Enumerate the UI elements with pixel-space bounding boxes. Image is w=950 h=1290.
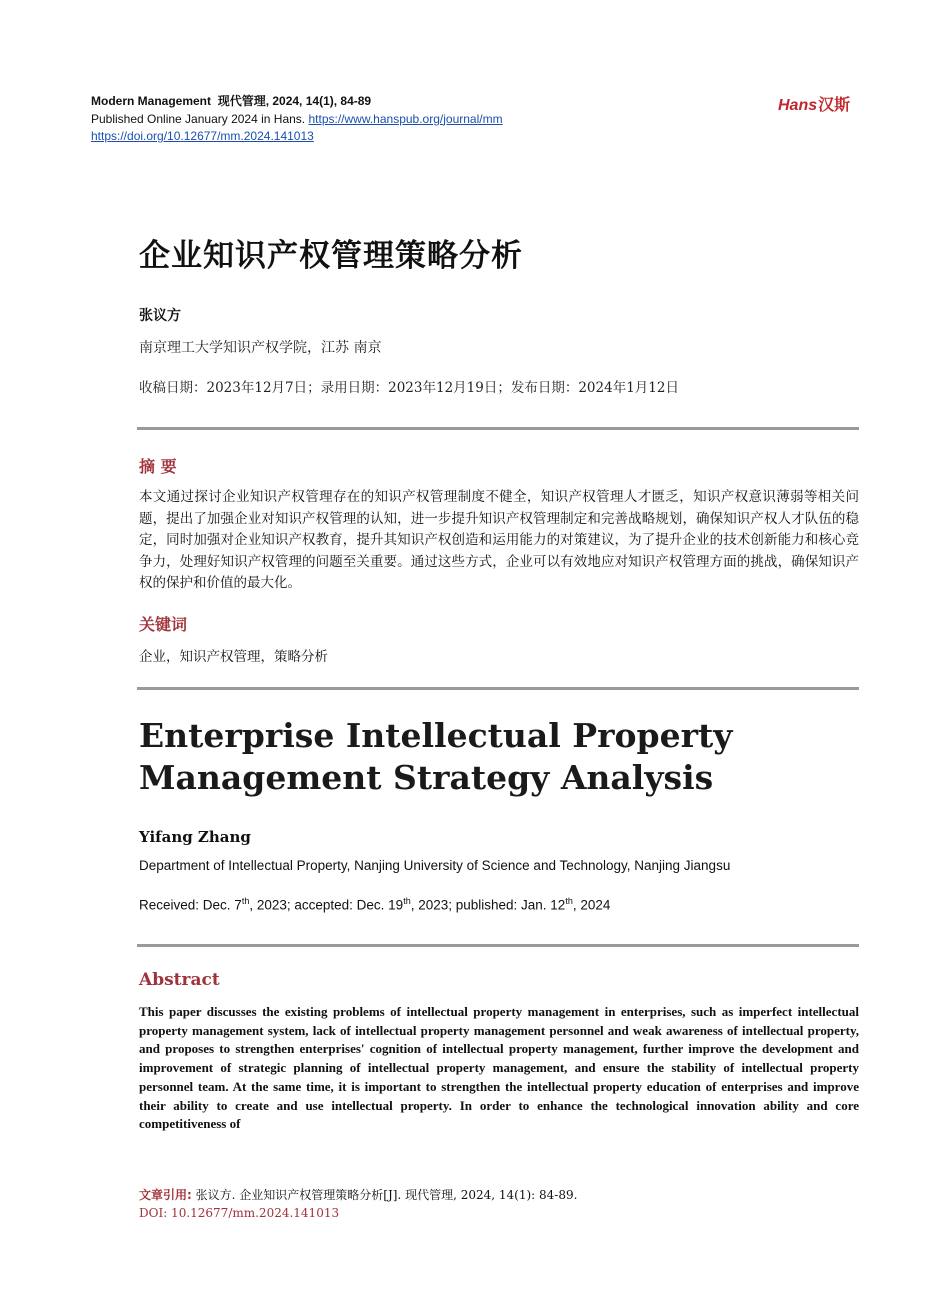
- cn-abstract-heading: 摘 要: [139, 457, 177, 476]
- accepted-sup: th: [403, 896, 411, 906]
- journal-line: [91, 93, 503, 111]
- journal-name-cn: 现代管理, 2024, 14(1), 84-89: [217, 94, 372, 108]
- cn-title: 企业知识产权管理策略分析: [139, 238, 523, 274]
- published-year: , 2024: [572, 897, 611, 913]
- cn-abstract: 本文通过探讨企业知识产权管理存在的知识产权管理制度不健全，知识产权管理人才匮乏，知识产权意识薄弱等相关问题，提出了加强企业对知识产权管理的认知，进一步提升知识产权管理制定和完善战略规划，确保知识产权人才队伍的稳定，同时加强对企业知识产权教育，提升其知识产权创造和运用能力的对策建议，为了提升企业的技术创新能力和核心竞争力，处理好知识产权管理的问题至关重要。通过这些方式，企业可以有效地应对知识产权管理方面的挑战，确保知识产权的保护和价值的最大化。: [139, 489, 859, 591]
- cn-keywords-heading: 关键词: [139, 615, 188, 634]
- citation-label: 文章引用:: [139, 1188, 192, 1202]
- en-affiliation: Department of Intellectual Property, Nanjing University of Science and Technology, Nanjing Jiangsu: [139, 858, 731, 873]
- journal-link[interactable]: https://www.hanspub.org/journal/mm: [308, 111, 503, 126]
- cn-affiliation: 南京理工大学知识产权学院，江苏 南京: [139, 340, 382, 356]
- citation-footer: [139, 1186, 577, 1222]
- published-date: , 2023; published: Jan. 12: [410, 897, 566, 913]
- logo-latin: Hans: [778, 97, 818, 114]
- journal-name-en: Modern Management: [91, 94, 212, 108]
- cn-dates: 收稿日期：2023年12月7日；录用日期：2023年12月19日；发布日期：2024年1月12日: [139, 380, 679, 396]
- accepted-date: , 2023; accepted: Dec. 19: [249, 897, 404, 913]
- en-title-line2: Management Strategy Analysis: [139, 758, 714, 797]
- published-line: [91, 111, 503, 129]
- cn-author: 张议方: [139, 308, 181, 324]
- en-abstract: This paper discusses the existing problems of intellectual property management in enterprises, such as imperfect intellectual property management system, lack of intellectual property management personnel and weak awareness of intellectual property, and proposes to strengthen enterprises' cognition of intellectual property management, further improve the development and improvement of strategic planning of intellectual property management, and ensure the stability of intellectual property personnel team. At the same time, it is important to strengthen the intellectual property education of enterprises and improve their ability to create and use intellectual property. In order to enhance the technological innovation ability and core competitiveness of: [139, 1004, 859, 1132]
- en-author: Yifang Zhang: [139, 828, 251, 846]
- divider-middle: [137, 687, 859, 690]
- received-sup: th: [241, 896, 250, 906]
- divider-top: [137, 427, 859, 430]
- citation-text: 张议方. 企业知识产权管理策略分析[J]. 现代管理, 2024, 14(1): 84-89.: [195, 1188, 578, 1202]
- published-text: Published Online January 2024 in Hans.: [91, 111, 306, 126]
- received-date: Received: Dec. 7: [139, 897, 242, 913]
- doi-line: [91, 128, 503, 146]
- citation-line: [139, 1186, 577, 1204]
- journal-header: [91, 93, 503, 146]
- en-dates: [139, 896, 610, 913]
- published-sup: th: [565, 896, 573, 906]
- en-abstract-heading: Abstract: [139, 970, 220, 990]
- doi-link[interactable]: https://doi.org/10.12677/mm.2024.141013: [91, 129, 314, 143]
- hans-logo: [778, 92, 850, 115]
- en-title-line1: Enterprise Intellectual Property: [139, 716, 733, 755]
- logo-cjk: 汉斯: [818, 95, 851, 114]
- footer-doi: DOI: 10.12677/mm.2024.141013: [139, 1206, 340, 1220]
- divider-bottom: [137, 944, 859, 947]
- en-title: [139, 715, 732, 799]
- cn-keywords: 企业，知识产权管理，策略分析: [139, 649, 328, 665]
